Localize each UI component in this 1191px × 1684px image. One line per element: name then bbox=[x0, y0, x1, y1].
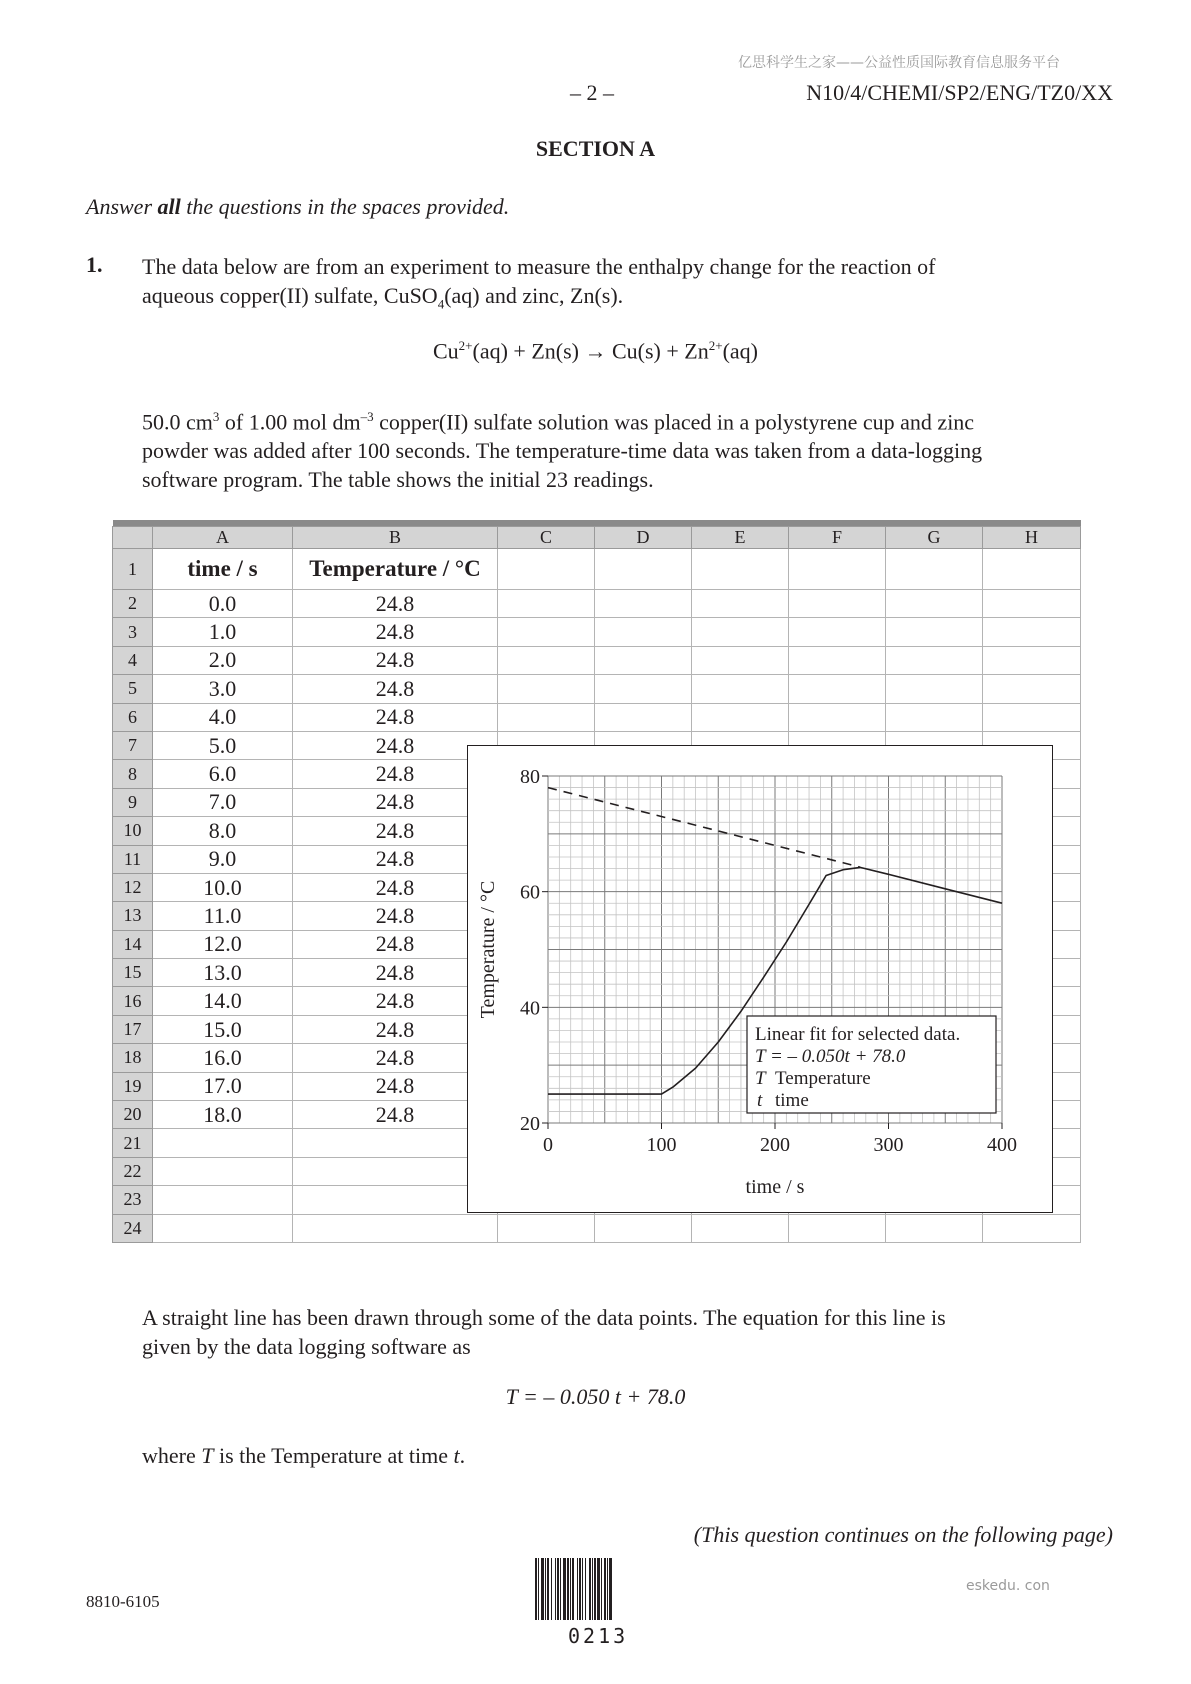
cell: 24.8 bbox=[293, 675, 498, 703]
annotation-title: Linear fit for selected data. bbox=[755, 1024, 961, 1045]
cell bbox=[983, 549, 1081, 590]
column-header: C bbox=[498, 527, 595, 549]
cell bbox=[886, 646, 983, 674]
cell bbox=[983, 675, 1081, 703]
cell bbox=[886, 590, 983, 618]
annotation-equation: T = – 0.050t + 78.0 bbox=[755, 1046, 906, 1067]
cell: 24.8 bbox=[293, 1044, 498, 1072]
question-number: 1. bbox=[86, 252, 103, 277]
cell bbox=[789, 590, 886, 618]
cell: 24.8 bbox=[293, 817, 498, 845]
column-header: H bbox=[983, 527, 1081, 549]
row-header: 13 bbox=[113, 902, 153, 930]
cell: 16.0 bbox=[153, 1044, 293, 1072]
cell: 0.0 bbox=[153, 590, 293, 618]
row-header: 8 bbox=[113, 760, 153, 788]
column-header: F bbox=[789, 527, 886, 549]
cell: 12.0 bbox=[153, 930, 293, 958]
cell bbox=[153, 1129, 293, 1157]
cell: 24.8 bbox=[293, 930, 498, 958]
barcode-icon bbox=[533, 1558, 663, 1620]
cell bbox=[153, 1214, 293, 1242]
column-header: B bbox=[293, 527, 498, 549]
column-header: E bbox=[692, 527, 789, 549]
column-header: G bbox=[886, 527, 983, 549]
cell bbox=[789, 675, 886, 703]
table-row bbox=[113, 618, 1081, 646]
cell bbox=[983, 618, 1081, 646]
row-header: 22 bbox=[113, 1157, 153, 1185]
table-row bbox=[113, 549, 1081, 590]
cell: 4.0 bbox=[153, 703, 293, 731]
x-tick-label: 300 bbox=[873, 1134, 904, 1156]
cell bbox=[595, 549, 692, 590]
annotation-symbol-T: T bbox=[755, 1068, 766, 1089]
cell: 9.0 bbox=[153, 845, 293, 873]
cell bbox=[498, 646, 595, 674]
cell: 14.0 bbox=[153, 987, 293, 1015]
row-header: 16 bbox=[113, 987, 153, 1015]
exam-code: 8810-6105 bbox=[86, 1592, 160, 1611]
cell bbox=[789, 646, 886, 674]
row-header: 24 bbox=[113, 1214, 153, 1242]
cell bbox=[886, 549, 983, 590]
cell bbox=[498, 549, 595, 590]
x-tick-label: 0 bbox=[543, 1134, 553, 1156]
reaction-equation: $Cu^{2+}(aq) + Zn(s) \to Cu(s) + Zn^{2+}(aq)$ bbox=[432, 338, 758, 364]
cell: 24.8 bbox=[293, 1015, 498, 1043]
x-tick-label: 400 bbox=[987, 1134, 1017, 1156]
cell bbox=[692, 646, 789, 674]
cell bbox=[983, 703, 1081, 731]
cell: 17.0 bbox=[153, 1072, 293, 1100]
row-header: 2 bbox=[113, 590, 153, 618]
row-header: 11 bbox=[113, 845, 153, 873]
row-header: 10 bbox=[113, 817, 153, 845]
row-header: 18 bbox=[113, 1044, 153, 1072]
cell bbox=[886, 1214, 983, 1242]
cell: 24.8 bbox=[293, 618, 498, 646]
row-header: 19 bbox=[113, 1072, 153, 1100]
question-intro: The data below are from an experiment to measure the enthalpy change for the reaction of aqueous copper(II) sulfate, CuSO$_4$(aq) and zinc, Zn(s). bbox=[142, 254, 936, 312]
annotation-symbol-t: t bbox=[757, 1090, 763, 1111]
cell: 13.0 bbox=[153, 959, 293, 987]
table-row bbox=[113, 590, 1081, 618]
experiment-description: 50.0 $cm^3$ of 1.00 mol $dm^{-3}$ copper(II) sulfate solution was placed in a polystyrene cup and zinc powder was added after 100 seconds. The temperature-time data was taken from a data-logging software program. The table shows the initial 23 readings. bbox=[142, 409, 983, 493]
section-title: SECTION A bbox=[535, 136, 656, 161]
column-header: A bbox=[153, 527, 293, 549]
cell: 24.8 bbox=[293, 873, 498, 901]
cell bbox=[886, 675, 983, 703]
table-row bbox=[113, 646, 1081, 674]
row-header: 17 bbox=[113, 1015, 153, 1043]
cell bbox=[789, 703, 886, 731]
cell bbox=[789, 618, 886, 646]
cell: 11.0 bbox=[153, 902, 293, 930]
cell bbox=[498, 590, 595, 618]
cell bbox=[692, 618, 789, 646]
cell bbox=[595, 1214, 692, 1242]
cell: 24.8 bbox=[293, 1072, 498, 1100]
table-row bbox=[113, 1214, 1081, 1242]
cell: 7.0 bbox=[153, 788, 293, 816]
cell bbox=[595, 618, 692, 646]
cell bbox=[293, 1214, 498, 1242]
cell: 24.8 bbox=[293, 1101, 498, 1129]
row-header: 3 bbox=[113, 618, 153, 646]
row-header: 23 bbox=[113, 1186, 153, 1214]
cell: 24.8 bbox=[293, 590, 498, 618]
cell: 24.8 bbox=[293, 646, 498, 674]
cell: 8.0 bbox=[153, 817, 293, 845]
cell: 10.0 bbox=[153, 873, 293, 901]
cell bbox=[498, 1214, 595, 1242]
page-number: – 2 – bbox=[570, 80, 614, 105]
column-header-row bbox=[113, 527, 1081, 549]
line-description: A straight line has been drawn through some of the data points. The equation for this line is given by the data logging software as bbox=[142, 1305, 946, 1359]
annotation-label-time: time bbox=[775, 1090, 809, 1111]
y-tick-label: 60 bbox=[520, 881, 540, 904]
cell bbox=[692, 549, 789, 590]
cell: time / s bbox=[153, 549, 293, 590]
cell: 24.8 bbox=[293, 788, 498, 816]
row-header: 5 bbox=[113, 675, 153, 703]
y-tick-label: 40 bbox=[520, 997, 540, 1020]
cell: 24.8 bbox=[293, 760, 498, 788]
row-header: 6 bbox=[113, 703, 153, 731]
cell bbox=[692, 703, 789, 731]
cell bbox=[595, 703, 692, 731]
cell bbox=[886, 618, 983, 646]
cell bbox=[595, 675, 692, 703]
cell bbox=[595, 646, 692, 674]
cell: 24.8 bbox=[293, 703, 498, 731]
where-statement: where T is the Temperature at time t. bbox=[142, 1443, 466, 1468]
cell: 2.0 bbox=[153, 646, 293, 674]
annotation-label-temperature: Temperature bbox=[775, 1068, 871, 1089]
chart-svg bbox=[468, 746, 1052, 1212]
cell: 24.8 bbox=[293, 902, 498, 930]
row-header: 21 bbox=[113, 1129, 153, 1157]
cell bbox=[983, 646, 1081, 674]
table-row bbox=[113, 675, 1081, 703]
cell: 24.8 bbox=[293, 845, 498, 873]
y-tick-label: 80 bbox=[520, 766, 540, 788]
table-row bbox=[113, 703, 1081, 731]
cell bbox=[692, 675, 789, 703]
cell bbox=[692, 590, 789, 618]
row-header: 12 bbox=[113, 873, 153, 901]
cell bbox=[498, 703, 595, 731]
cell: 24.8 bbox=[293, 987, 498, 1015]
cell: 15.0 bbox=[153, 1015, 293, 1043]
cell: 6.0 bbox=[153, 760, 293, 788]
row-header: 1 bbox=[113, 549, 153, 590]
row-header: 20 bbox=[113, 1101, 153, 1129]
cell: 5.0 bbox=[153, 731, 293, 759]
y-tick-label: 20 bbox=[520, 1113, 540, 1135]
paper-code: N10/4/CHEMI/SP2/ENG/TZ0/XX bbox=[806, 80, 1113, 105]
row-header: 9 bbox=[113, 788, 153, 816]
cell bbox=[153, 1157, 293, 1185]
cell: 1.0 bbox=[153, 618, 293, 646]
cell bbox=[789, 1214, 886, 1242]
cell bbox=[692, 1214, 789, 1242]
x-tick-label: 100 bbox=[646, 1134, 677, 1156]
cell bbox=[789, 549, 886, 590]
row-header: 15 bbox=[113, 959, 153, 987]
cell bbox=[498, 675, 595, 703]
temperature-time-chart bbox=[467, 745, 1053, 1213]
row-header: 7 bbox=[113, 731, 153, 759]
cell: 24.8 bbox=[293, 731, 498, 759]
cell: 24.8 bbox=[293, 959, 498, 987]
corner-cell bbox=[113, 527, 153, 549]
cell: 18.0 bbox=[153, 1101, 293, 1129]
column-header: D bbox=[595, 527, 692, 549]
cell bbox=[153, 1186, 293, 1214]
cell bbox=[498, 618, 595, 646]
cell: 3.0 bbox=[153, 675, 293, 703]
y-axis-label: Temperature / °C bbox=[477, 880, 499, 1019]
site-watermark: eskedu. con bbox=[966, 1578, 1050, 1594]
cell bbox=[595, 590, 692, 618]
cell: Temperature / °C bbox=[293, 549, 498, 590]
cell bbox=[886, 703, 983, 731]
cell bbox=[983, 1214, 1081, 1242]
instructions: Answer all the questions in the spaces provided. bbox=[86, 194, 510, 219]
row-header: 14 bbox=[113, 930, 153, 958]
x-tick-label: 200 bbox=[760, 1134, 790, 1156]
x-axis-label: time / s bbox=[745, 1176, 805, 1198]
barcode-number: 0213 bbox=[568, 1624, 629, 1648]
cell bbox=[983, 590, 1081, 618]
line-equation: T = – 0.050 t + 78.0 bbox=[505, 1384, 686, 1409]
watermark-text: 亿思科学生之家——公益性质国际教育信息服务平台 bbox=[738, 55, 1060, 71]
row-header: 4 bbox=[113, 646, 153, 674]
continue-note: (This question continues on the following page) bbox=[693, 1522, 1113, 1547]
